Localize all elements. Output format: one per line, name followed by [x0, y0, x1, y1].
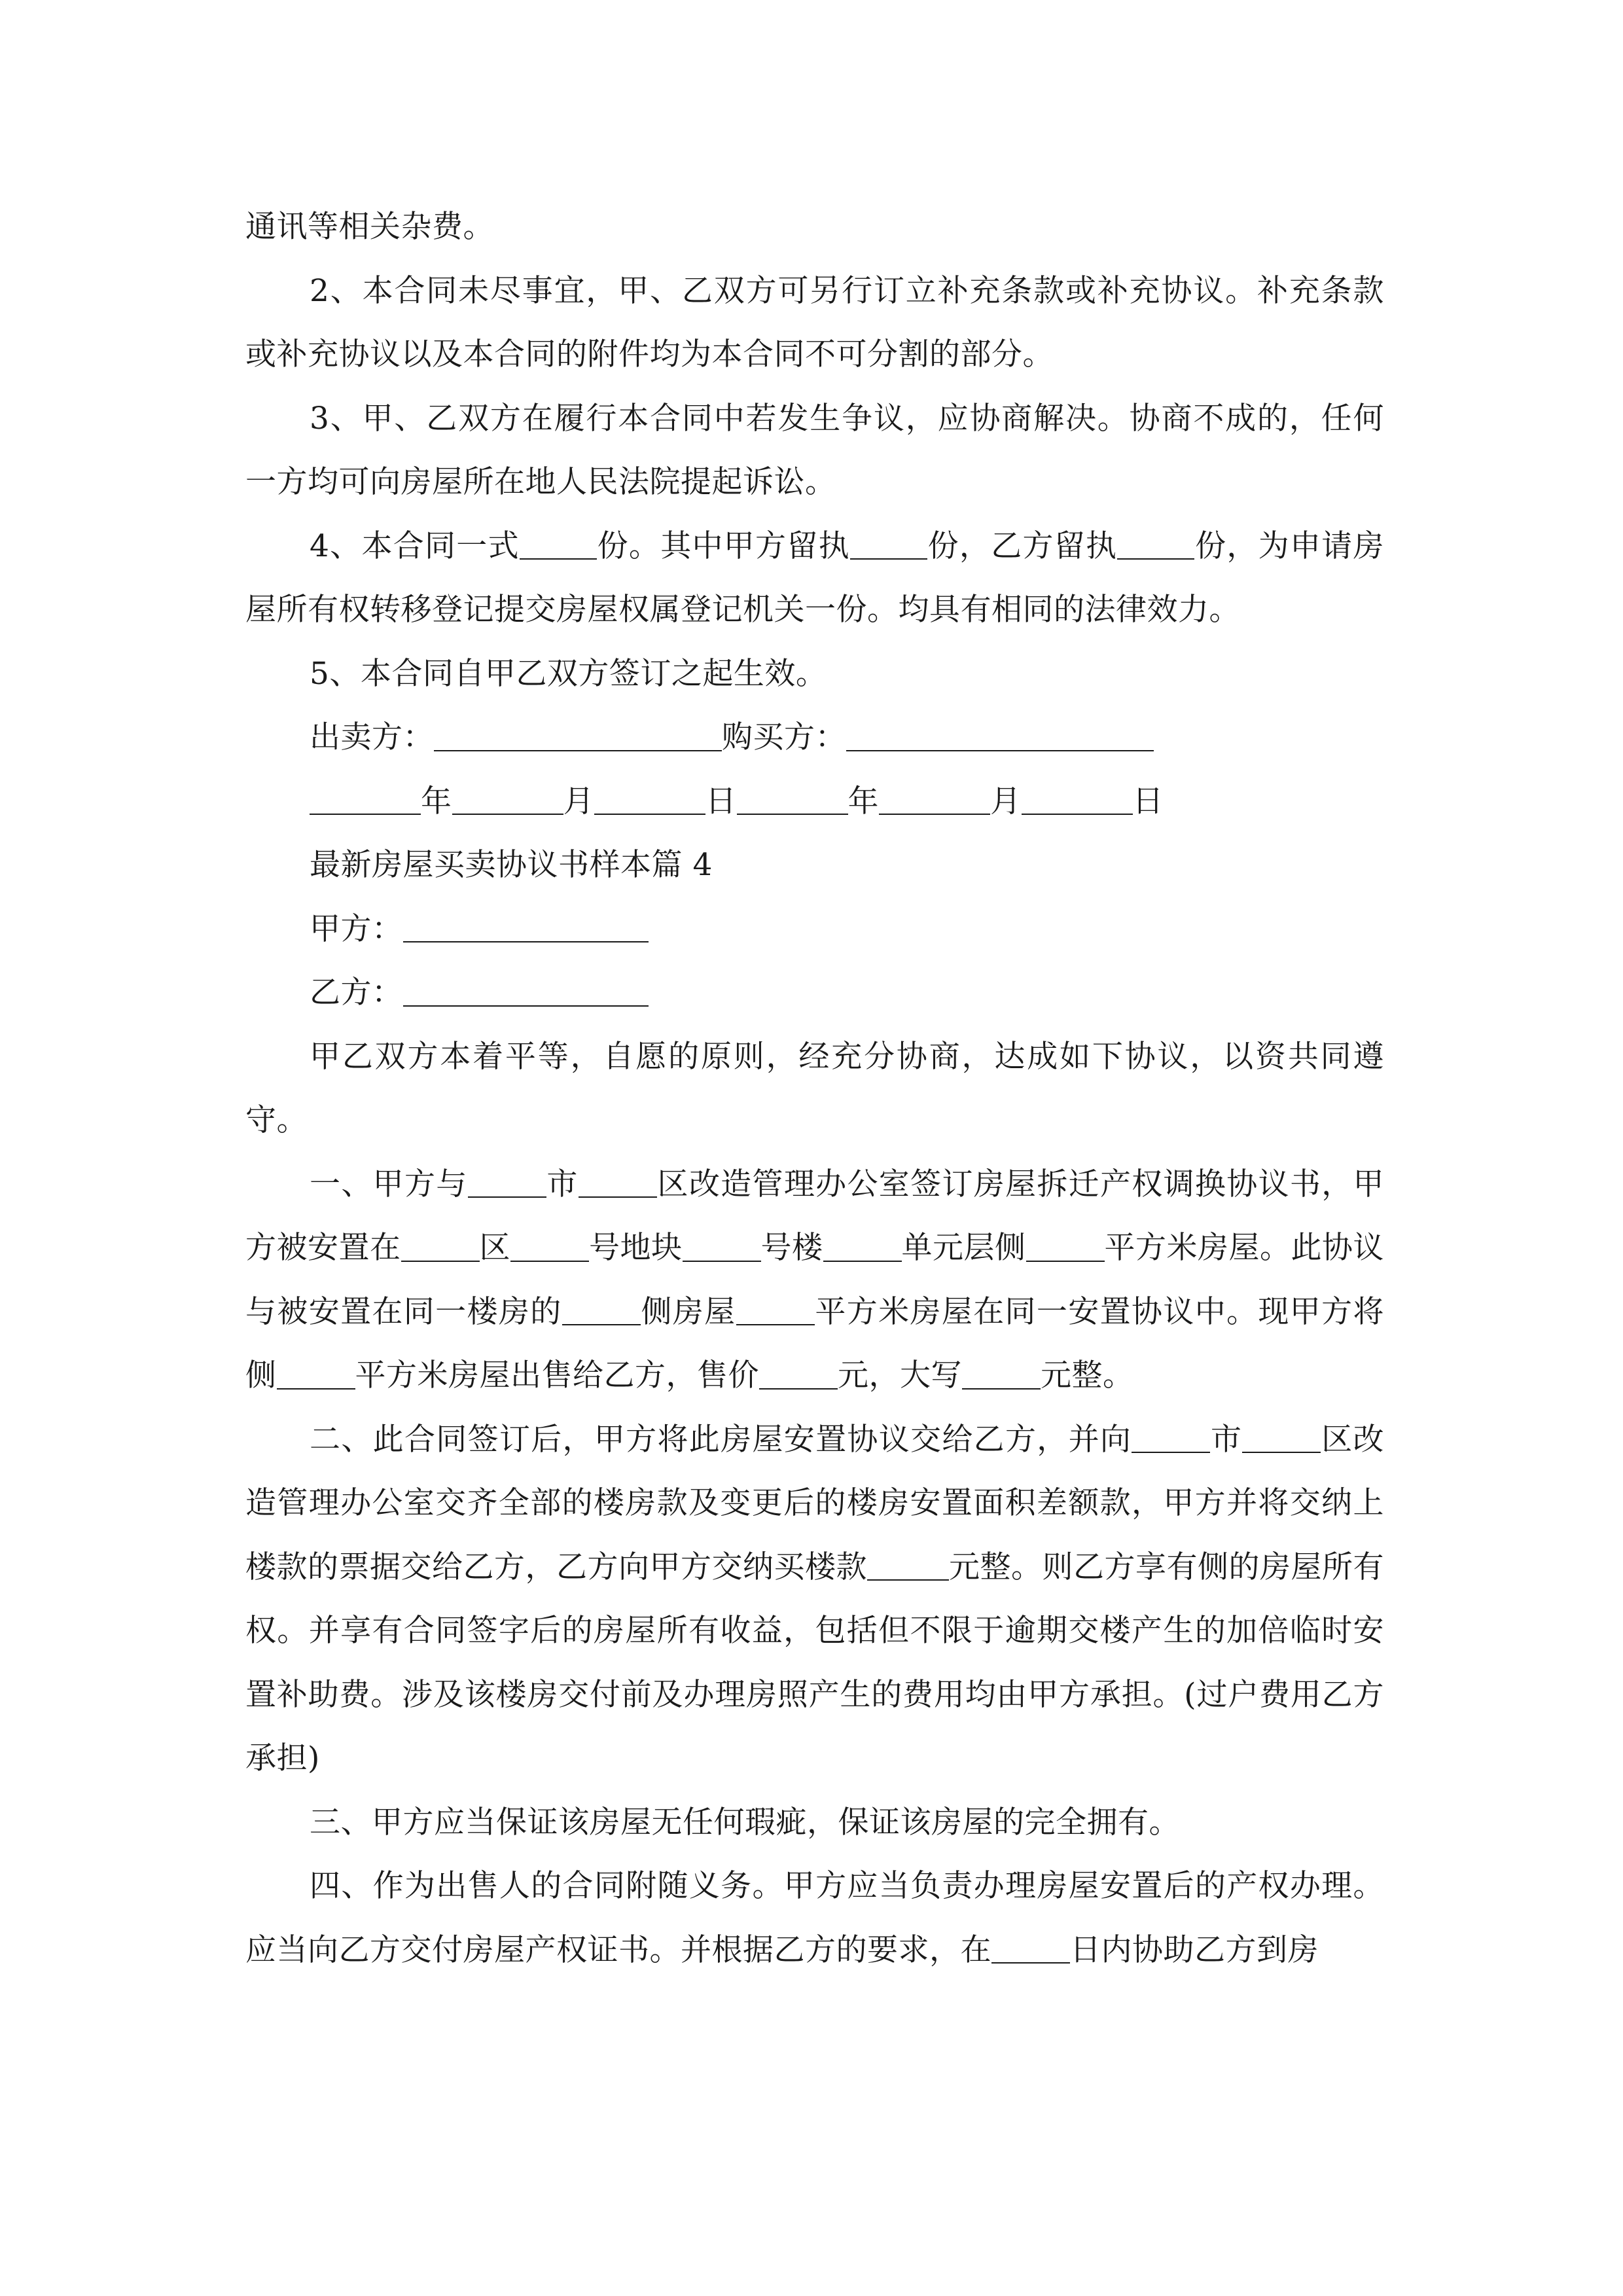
seller-year-field[interactable] — [310, 781, 421, 815]
party-b-label: 乙方： — [310, 975, 403, 1011]
text: 三、甲方应当保证该房屋无任何瑕疵，保证该房屋的完全拥有。 — [310, 1804, 1180, 1840]
blank-field[interactable] — [1117, 526, 1194, 560]
blank-field[interactable] — [510, 1228, 589, 1261]
text: 通讯等相关杂费。 — [245, 209, 494, 245]
text: 二、此合同签订后，甲方将此房屋安置协议交给乙方，并向 — [310, 1421, 1132, 1458]
text: 号楼 — [760, 1230, 823, 1266]
paragraph-3 — [245, 387, 1384, 514]
blank-field[interactable] — [562, 1292, 641, 1325]
text: 元整。则乙方享有侧的房屋所有权。并享有合同签字后的房屋所有收益，包括但不限于逾期交楼产生的加倍临时安置补助费。涉及该楼房交付前及办理房照产生的费用均由甲方承担。(过户费用乙方承担) — [245, 1549, 1384, 1776]
document-body — [245, 195, 1384, 1982]
text: 5、本合同自甲乙双方签订之起生效。 — [310, 655, 827, 692]
blank-field[interactable] — [401, 1228, 480, 1261]
text: 号地块 — [589, 1230, 683, 1266]
blank-field[interactable] — [991, 1930, 1070, 1964]
day-label: 日 — [705, 783, 737, 819]
buyer-month-field[interactable] — [879, 781, 990, 815]
text: 单元层侧 — [901, 1230, 1026, 1266]
text: 区改造管理办公室交齐全部的楼房款及变更后的楼房安置面积差额款，甲方并将交纳上楼款的票据交给乙方，乙方向甲方交纳买楼款 — [245, 1421, 1385, 1585]
buyer-signature-field[interactable] — [846, 717, 1154, 751]
blank-field[interactable] — [520, 526, 597, 560]
blank-field[interactable] — [1026, 1228, 1105, 1261]
blank-field[interactable] — [962, 1355, 1041, 1389]
text: 元整。 — [1041, 1357, 1134, 1393]
text: 平方米房屋出售给乙方，售价 — [355, 1357, 759, 1393]
text: 平方米房屋在同一安置协议中。现甲方将侧 — [245, 1293, 1384, 1393]
clause-1 — [245, 1153, 1384, 1408]
blank-field[interactable] — [579, 1164, 657, 1198]
blank-field[interactable] — [759, 1355, 838, 1389]
intro-paragraph — [245, 1025, 1384, 1153]
seller-month-field[interactable] — [452, 781, 563, 815]
clause-4 — [245, 1854, 1384, 1982]
buyer-day-field[interactable] — [1022, 781, 1133, 815]
buyer-year-field[interactable] — [737, 781, 848, 815]
text: 四、作为出售人的合同附随义务。甲方应当负责办理房屋安置后的产权办理。应当向乙方交付房屋产权证书。并根据乙方的要求，在 — [245, 1868, 1384, 1968]
blank-field[interactable] — [736, 1292, 815, 1325]
section-title — [245, 833, 1384, 897]
date-line — [245, 770, 1384, 834]
party-b-line — [245, 961, 1384, 1025]
text: 区改造管理办公室签订房屋拆迁产权调换协议书，甲方被安置在 — [245, 1166, 1385, 1266]
signature-line — [245, 706, 1384, 770]
blank-field[interactable] — [277, 1355, 355, 1389]
party-a-field[interactable] — [403, 909, 649, 942]
text: 份。其中甲方留执 — [596, 528, 850, 564]
text: 最新房屋买卖协议书样本篇 4 — [310, 847, 713, 883]
blank-field[interactable] — [1132, 1420, 1210, 1453]
party-a-label: 甲方： — [310, 910, 403, 947]
party-b-field[interactable] — [403, 973, 649, 1006]
month-label: 月 — [563, 783, 594, 819]
year-label: 年 — [847, 783, 879, 819]
blank-field[interactable] — [867, 1547, 949, 1581]
seller-signature-field[interactable] — [434, 717, 722, 751]
blank-field[interactable] — [1242, 1420, 1321, 1453]
blank-field[interactable] — [850, 526, 927, 560]
text: 2、本合同未尽事宜，甲、乙双方可另行订立补充条款或补充协议。补充条款或补充协议以及本合同的附件均为本合同不可分割的部分。 — [245, 272, 1384, 372]
party-a-line — [245, 897, 1384, 961]
text: 4、本合同一式 — [310, 528, 520, 564]
text: 甲乙双方本着平等，自愿的原则，经充分协商，达成如下协议，以资共同遵守。 — [245, 1038, 1384, 1138]
blank-field[interactable] — [468, 1164, 546, 1198]
seller-label: 出卖方： — [310, 719, 434, 755]
clause-3 — [245, 1791, 1384, 1855]
text: 市 — [1210, 1421, 1243, 1458]
line-continuation — [245, 195, 1384, 259]
text: 份，乙方留执 — [927, 528, 1118, 564]
year-label: 年 — [421, 783, 452, 819]
paragraph-2 — [245, 259, 1384, 387]
blank-field[interactable] — [823, 1228, 902, 1261]
text: 侧房屋 — [640, 1293, 736, 1330]
seller-day-field[interactable] — [594, 781, 705, 815]
text: 元，大写 — [838, 1357, 962, 1393]
text: 区 — [479, 1230, 510, 1266]
text: 平方米房屋。此协议与被安置在同一楼房的 — [245, 1230, 1384, 1330]
text: 市 — [546, 1166, 579, 1202]
paragraph-4 — [245, 514, 1384, 642]
text: 一、甲方与 — [310, 1166, 468, 1202]
day-label: 日 — [1132, 783, 1164, 819]
text: 日内协助乙方到房 — [1070, 1931, 1319, 1968]
buyer-label: 购买方： — [722, 719, 846, 755]
paragraph-5 — [245, 642, 1384, 706]
text: 份，为申请房屋所有权转移登记提交房屋权属登记机关一份。均具有相同的法律效力。 — [245, 528, 1385, 628]
month-label: 月 — [990, 783, 1022, 819]
clause-2 — [245, 1408, 1384, 1791]
blank-field[interactable] — [683, 1228, 761, 1261]
text: 3、甲、乙双方在履行本合同中若发生争议，应协商解决。协商不成的，任何一方均可向房屋所在地人民法院提起诉讼。 — [245, 400, 1384, 500]
